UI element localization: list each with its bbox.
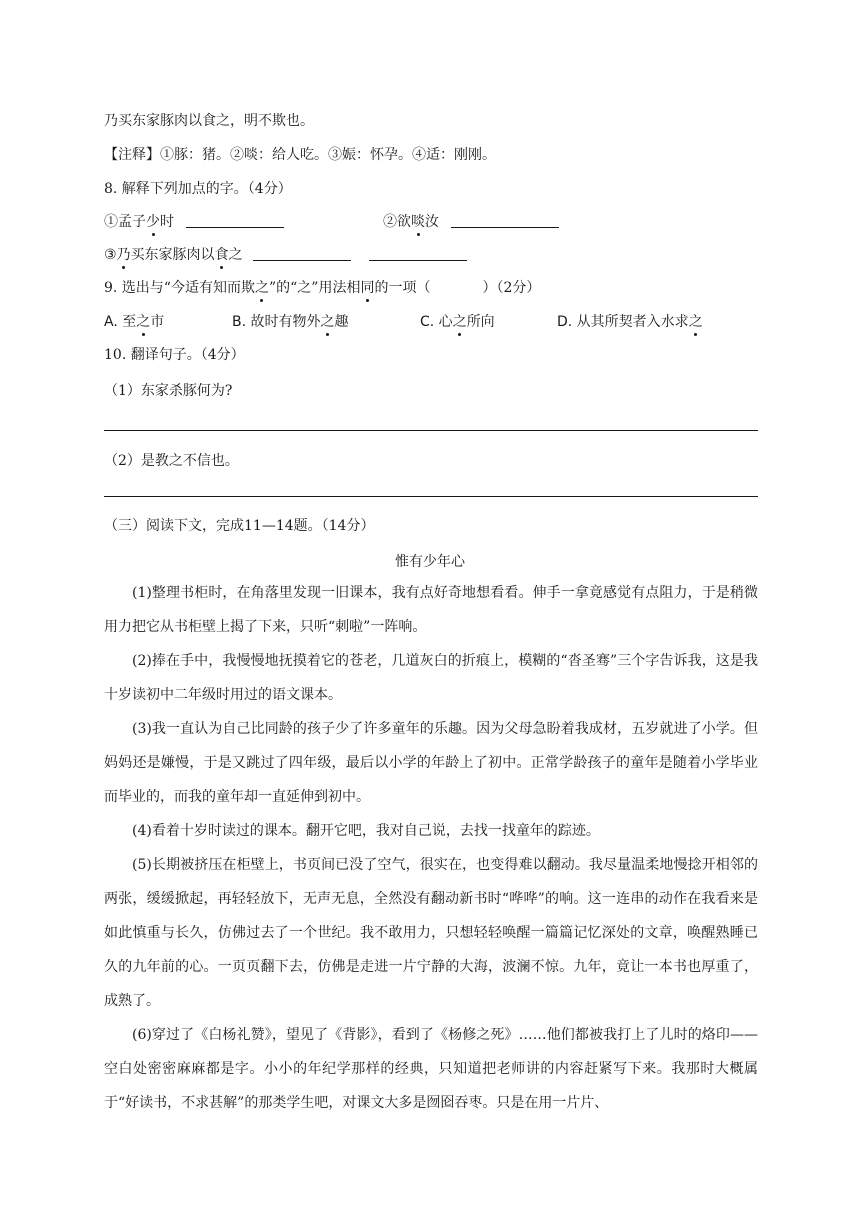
question-10-sentence-1: （1）东家杀豚何为? bbox=[104, 383, 233, 399]
stem-text: 的一项（ bbox=[374, 280, 431, 296]
classical-text-line: 乃买东家豚肉以食之，明不欺也。 bbox=[104, 113, 314, 129]
dotted-char: 之 bbox=[320, 314, 335, 330]
item-text: ②欲 bbox=[383, 214, 411, 230]
item-text: ③ bbox=[104, 247, 117, 263]
option-text: 趣 bbox=[334, 314, 349, 330]
dotted-char: 食 bbox=[214, 247, 229, 263]
dotted-char: 啖 bbox=[411, 214, 425, 230]
question-8-item-1 bbox=[104, 212, 284, 232]
option-c[interactable] bbox=[420, 312, 495, 332]
item-text: ①孟子 bbox=[104, 214, 146, 230]
question-10-sentence-2: （2）是教之不信也。 bbox=[104, 453, 239, 469]
paragraph-2 bbox=[104, 644, 758, 712]
option-text: C. 心 bbox=[420, 314, 453, 330]
paragraph-text: (3)我一直认为自己比同龄的孩子少了许多童年的乐趣。因为父母急盼着我成材，五岁就进了小学。但妈妈还是嫌慢，于是又跳过了四年级，最后以小学的年龄上了初中。正常学龄孩子的童年是随着小学毕业而毕业的，而我的童年却一直延伸到初中。 bbox=[104, 721, 758, 805]
option-d[interactable] bbox=[557, 312, 703, 332]
option-a[interactable] bbox=[104, 312, 164, 332]
option-text: B. 故时有物外 bbox=[232, 314, 321, 330]
paragraph-text: (2)捧在手中，我慢慢地抚摸着它的苍老，几道灰白的折痕上，模糊的“沓圣骞”三个字告诉我，这是我十岁读初中二年级时用过的语文课本。 bbox=[104, 653, 758, 703]
paragraph-text: (1)整理书柜时，在角落里发现一旧课本，我有点好奇地想看看。伸手一拿竟感觉有点阻力，于是稍微用力把它从书柜壁上揭了下来，只听“刺啦”一阵响。 bbox=[104, 585, 758, 635]
option-text: 所向 bbox=[466, 314, 495, 330]
paragraph-4 bbox=[104, 814, 758, 848]
question-8-item-2 bbox=[383, 212, 559, 232]
paragraph-text: (4)看着十岁时读过的课本。翻开它吧，我对自己说，去找一找童年的踪迹。 bbox=[132, 823, 600, 839]
dotted-char: 之 bbox=[452, 314, 467, 330]
question-9-stem bbox=[104, 278, 540, 298]
answer-line[interactable] bbox=[104, 430, 758, 431]
paragraph-3 bbox=[104, 712, 758, 814]
dotted-char: 少 bbox=[146, 214, 160, 230]
option-text: D. 从其所契者入水求 bbox=[557, 314, 689, 330]
item-text: 买东家豚肉以 bbox=[130, 247, 215, 263]
dotted-char: 之 bbox=[254, 280, 269, 296]
answer-blank[interactable] bbox=[186, 213, 284, 228]
dotted-char: 之 bbox=[136, 314, 151, 330]
item-text: 时 bbox=[160, 214, 174, 230]
paragraph-text: (5)长期被挤压在柜壁上，书页间已没了空气，很实在，也变得难以翻动。我尽量温柔地慢捻开相邻的两张，缓缓掀起，再轻轻放下，无声无息，全然没有翻动新书时“哗哗”的响。这一连串的动作在我看来是如此慎重与长久，仿佛过去了一个世纪。我不敢用力，只想轻轻唤醒一篇篇记忆深处的文章，唤醒熟睡已久的九年前的心。一页页翻下去，仿佛是走进一片宁静的大海，波澜不惊。九年，竟让一本书也厚重了，成熟了。 bbox=[104, 857, 758, 1009]
answer-line[interactable] bbox=[104, 496, 758, 497]
paragraph-1 bbox=[104, 576, 758, 644]
section-heading: （三）阅读下文，完成11—14题。（14分） bbox=[104, 518, 375, 534]
item-text: 之 bbox=[228, 247, 243, 263]
stem-text: ”的“之”用法相 bbox=[268, 280, 361, 296]
paragraph-6 bbox=[104, 1018, 758, 1120]
dotted-char: 乃 bbox=[116, 247, 131, 263]
stem-text: ）（2分） bbox=[482, 280, 541, 296]
dotted-char: 同 bbox=[360, 280, 375, 296]
dotted-char: 之 bbox=[688, 314, 703, 330]
answer-blank[interactable] bbox=[253, 246, 351, 261]
item-text: 汝 bbox=[425, 214, 439, 230]
paragraph-5 bbox=[104, 848, 758, 1018]
stem-text: 9. 选出与“今适有知而欺 bbox=[104, 280, 255, 296]
notes: 【注释】①豚：猪。②啖：给人吃。③娠：怀孕。④适：刚刚。 bbox=[104, 147, 496, 163]
option-text: 市 bbox=[150, 314, 165, 330]
answer-blank[interactable] bbox=[451, 213, 559, 228]
paragraph-text: (6)穿过了《白杨礼赞》，望见了《背影》，看到了《杨修之死》……他们都被我打上了儿时的烙印——空白处密密麻麻都是字。小小的年纪学那样的经典，只知道把老师讲的内容赶紧写下来。我那时大概属于“好读书，不求甚解”的那类学生吧，对课文大多是囫囵吞枣。只是在用一片片、 bbox=[104, 1027, 758, 1111]
option-b[interactable] bbox=[232, 312, 349, 332]
question-10-stem: 10. 翻译句子。（4分） bbox=[104, 347, 245, 363]
answer-blank[interactable] bbox=[369, 246, 467, 261]
question-8-item-3 bbox=[104, 245, 467, 265]
option-text: A. 至 bbox=[104, 314, 137, 330]
question-8-stem: 8. 解释下列加点的字。（4分） bbox=[104, 181, 292, 197]
passage-title: 惟有少年心 bbox=[395, 554, 465, 570]
